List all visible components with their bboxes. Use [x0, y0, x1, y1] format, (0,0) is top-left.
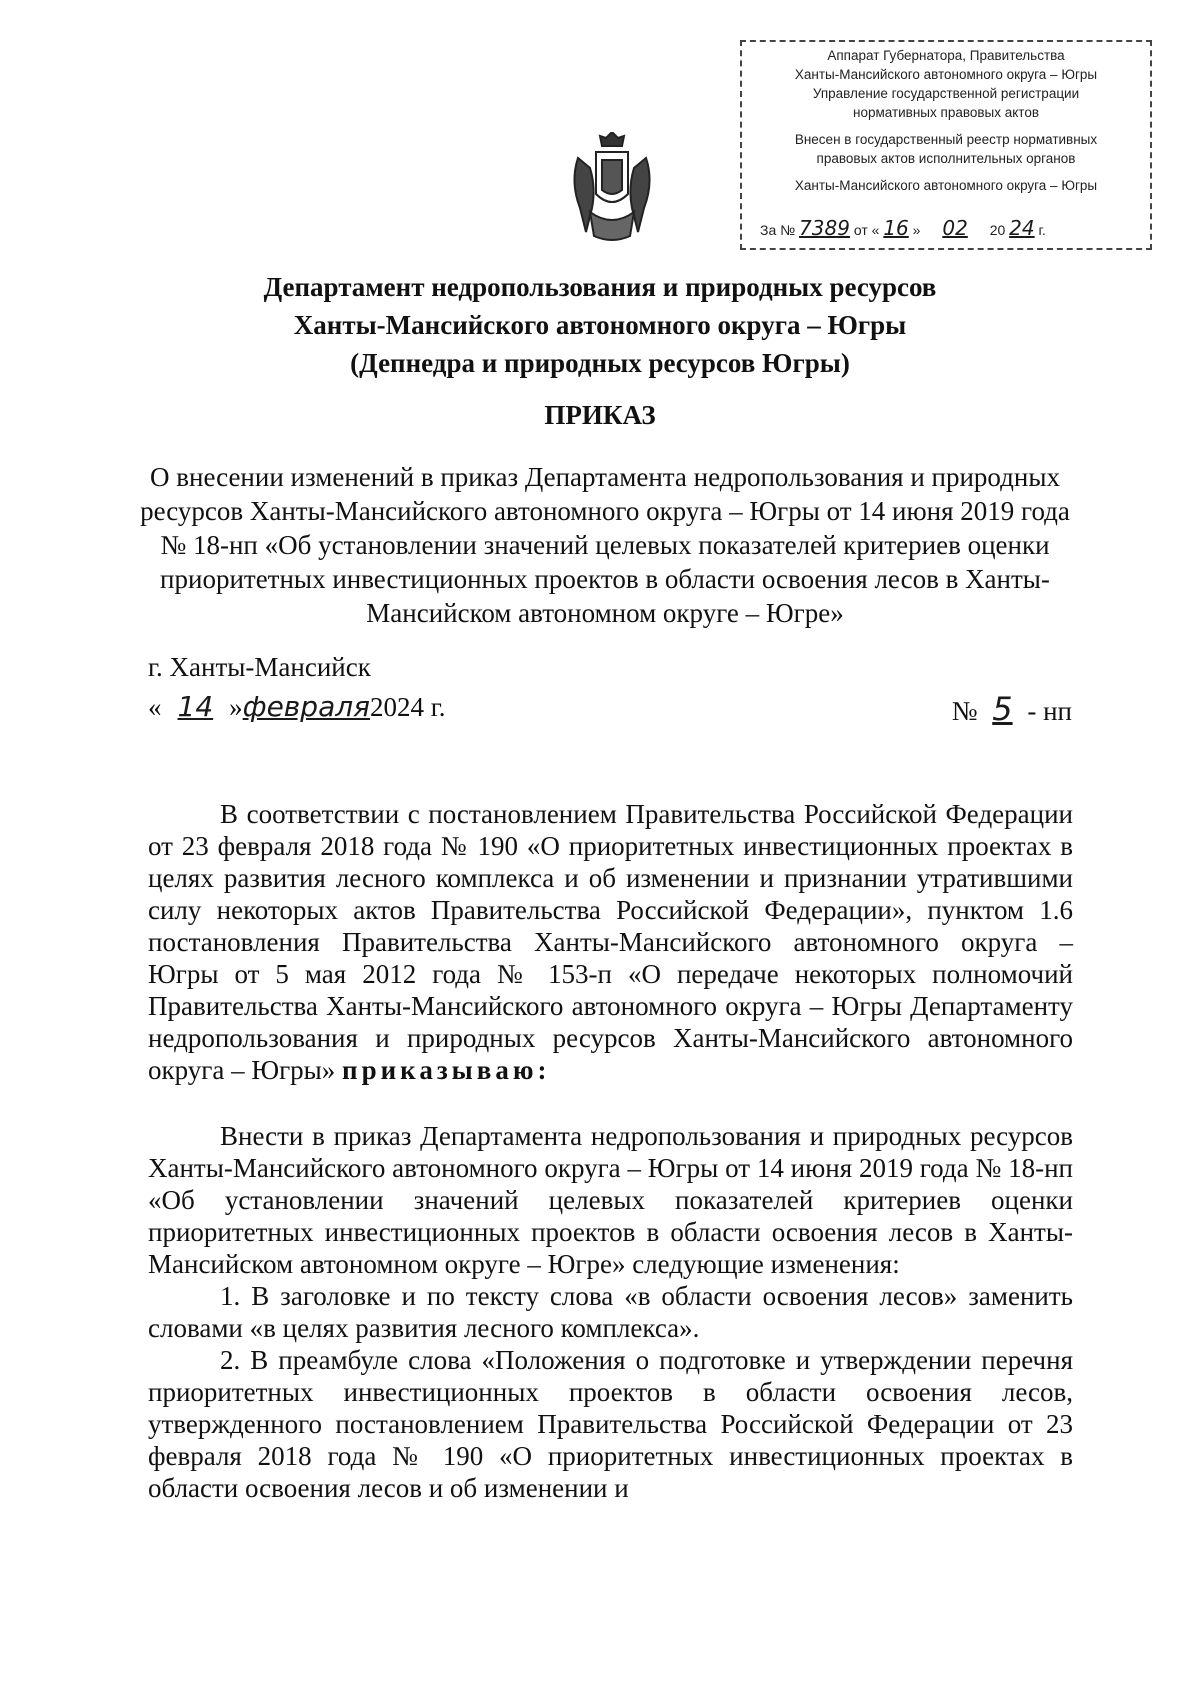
stamp-reg-suffix: г.	[1038, 222, 1046, 238]
stamp-line: Ханты-Мансийского автономного округа – Югры	[794, 67, 1098, 82]
order-number: 5	[992, 690, 1013, 728]
preamble-text: В соответствии с постановлением Правительства Российской Федерации от 23 февраля 2018 года № 190 «О приоритетных инвестиционных проектах в целях развития лесного комплекса и об изменении и признании утратившими силу некоторых актов Правительства Российской Федерации», пунктом 1.6 постановления Правительства Ханты-Мансийского автономного округа – Югры от 5 мая 2012 года № 153-п «О передаче некоторых полномочий Правительства Ханты-Мансийского автономного округа – Югры Департаменту недропользования и природных ресурсов Ханты-Мансийского автономного округа – Югры»	[148, 799, 1073, 1085]
document-subject: О внесении изменений в приказ Департамента недропользования и природных ресурсов Ханты-Мансийского автономного округа – Югры от 14 июня 2019 года № 18-нп «Об установлении значений целевых показателей критериев оценки приоритетных инвестиционных проектов в области освоения лесов в Ханты-Мансийском автономном округе – Югре»	[140, 462, 1070, 628]
stamp-region-line: Ханты-Мансийского автономного округа – Югры	[794, 178, 1098, 193]
number-prefix: №	[951, 696, 978, 726]
department-name: Департамент недропользования и природных ресурсов	[263, 272, 937, 302]
document-body	[148, 798, 1073, 1504]
city-line: г. Ханты-Мансийск	[148, 652, 371, 682]
stamp-reg-year-prefix: 20	[989, 222, 1006, 238]
paragraph-item-2: 2. В преамбуле слова «Положения о подготовке и утверждении перечня приоритетных инвестиционных проектов в области освоения лесов, утвержденного постановлением Правительства Российской Федерации от 23 февраля 2018 года № 190 «О приоритетных инвестиционных проектах в области освоения лесов и об изменении и	[148, 1345, 1073, 1503]
date-month: февраля	[242, 690, 370, 723]
number-suffix: - нп	[1027, 696, 1072, 726]
department-header	[0, 268, 1200, 382]
stamp-line: нормативных правовых актов	[852, 105, 1040, 120]
stamp-reg-number: 7389	[799, 216, 850, 240]
department-short-name: (Депнедра и природных ресурсов Югры)	[350, 348, 850, 378]
registration-stamp	[740, 40, 1152, 250]
stamp-reg-from: от «	[853, 222, 880, 238]
paragraph-preamble	[148, 798, 1073, 1086]
date-year: 2024 г.	[369, 692, 446, 722]
stamp-reg-day: 16	[883, 216, 909, 240]
document-title: ПРИКАЗ	[544, 400, 656, 430]
stamp-registry-line: правовых актов исполнительных органов	[816, 151, 1076, 166]
stamp-registration-number	[760, 216, 1046, 240]
paragraph-item-1: 1. В заголовке и по тексту слова «в области освоения лесов» заменить словами «в целях развития лесного комплекса».	[148, 1281, 1073, 1343]
order-number-line	[952, 690, 1072, 728]
date-close-quote: »	[229, 692, 243, 722]
department-region: Ханты-Мансийского автономного округа – Югры	[293, 310, 907, 340]
stamp-registry-line: Внесен в государственный реестр нормативных	[794, 132, 1098, 147]
date-day: 14	[177, 690, 214, 723]
stamp-reg-sep: »	[912, 222, 921, 238]
stamp-reg-prefix: За №	[760, 222, 796, 238]
stamp-line: Аппарат Губернатора, Правительства	[827, 48, 1065, 63]
date-line	[148, 690, 446, 723]
date-open-quote: «	[148, 692, 162, 722]
coat-of-arms-icon	[566, 132, 658, 248]
stamp-line: Управление государственной регистрации	[812, 86, 1080, 101]
stamp-reg-month: 02	[942, 216, 968, 240]
paragraph-amendment: Внести в приказ Департамента недропользования и природных ресурсов Ханты-Мансийского автономного округа – Югры от 14 июня 2019 года № 18-нп «Об установлении значений целевых показателей критериев оценки приоритетных инвестиционных проектов в области освоения лесов в Ханты-Мансийском автономном округе – Югре» следующие изменения:	[148, 1121, 1073, 1279]
stamp-reg-year: 24	[1009, 216, 1035, 240]
order-word: приказываю:	[342, 1055, 551, 1085]
